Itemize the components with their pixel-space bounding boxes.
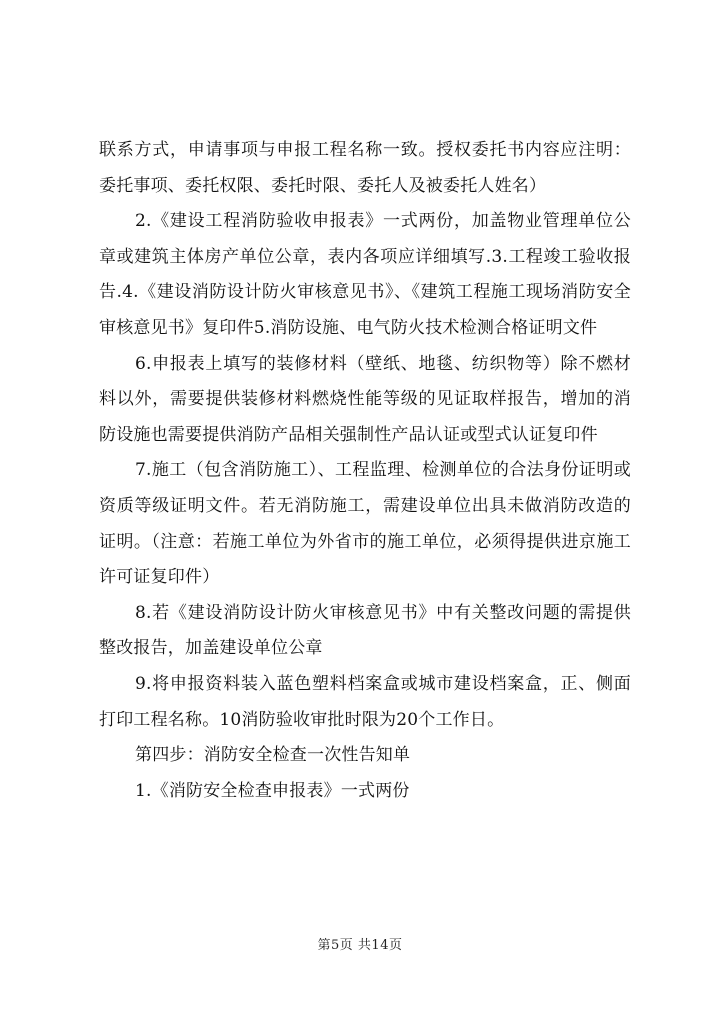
paragraph-item-8-rectification-report: 8.若《建设消防设计防火审核意见书》中有关整改问题的需提供整改报告，加盖建设单位公章 [99, 602, 631, 659]
paragraph-item-6-decoration-materials: 6.申报表上填写的装修材料（壁纸、地毯、纺织物等）除不燃材料以外，需要提供装修材料燃烧性能等级的见证取样报告，增加的消防设施也需要提供消防产品相关强制性产品认证或型式认证复印件 [99, 353, 631, 445]
paragraph-item-2-application-form: 2.《建设工程消防验收申报表》一式两份，加盖物业管理单位公章或建筑主体房产单位公章，表内各项应详细填写.3.工程竣工验收报告.4.《建设消防设计防火审核意见书》、《建筑工程施工现场消防安全审核意见书》复印件5.消防设施、电气防火技术检测合格证明文件 [99, 211, 631, 338]
page-number-footer: 第5页 共14页 [317, 938, 403, 953]
paragraph-authorization-contact: 联系方式，申请事项与申报工程名称一致。授权委托书内容应注明：委托事项、委托权限、委托时限、委托人及被委托人姓名） [99, 140, 631, 196]
section-heading-step-four: 第四步：消防安全检查一次性告知单 [135, 745, 411, 766]
paragraph-item-7-construction-units: 7.施工（包含消防施工）、工程监理、检测单位的合法身份证明或资质等级证明文件。若无消防施工，需建设单位出具未做消防改造的证明。（注意：若施工单位为外省市的施工单位，必须得提供进京施工许可证复印件） [99, 460, 631, 588]
paragraph-step-four-item-1: 1.《消防安全检查申报表》一式两份 [135, 780, 410, 801]
paragraph-item-9-archive-box: 9.将申报资料装入蓝色塑料档案盒或城市建设档案盒，正、侧面打印工程名称。10消防验收审批时限为20个工作日。 [99, 673, 631, 730]
document-body [99, 133, 631, 809]
